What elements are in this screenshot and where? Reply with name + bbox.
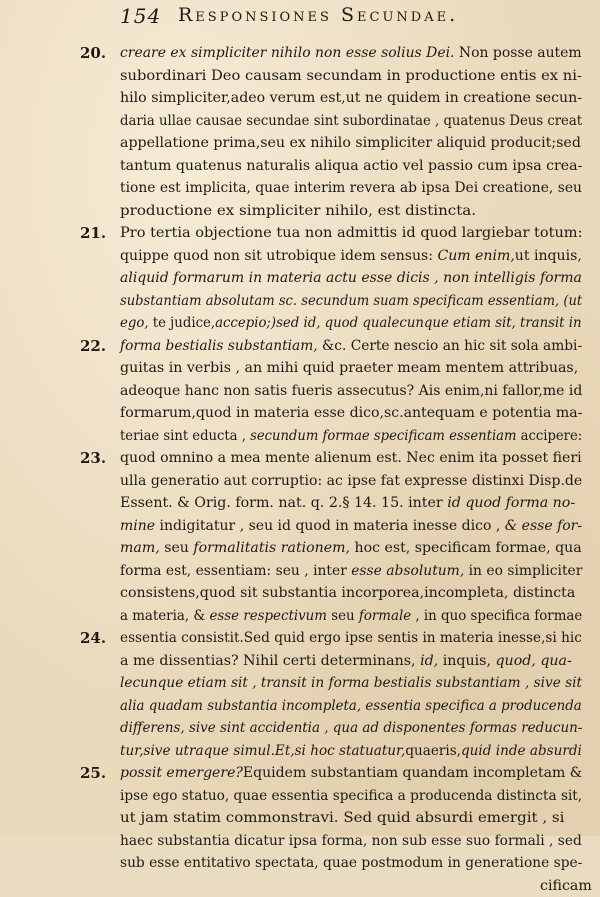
text-segment: &c. Certe nescio an hic sit sola ambi-	[322, 337, 583, 354]
text-line	[120, 672, 582, 694]
text-line	[120, 335, 582, 357]
text-segment: sub esse entitativo spectata, quae postmodum in generatione spe-	[120, 855, 583, 871]
text-segment: Essent. & Orig. form. nat. q. 2.§ 14. 15. inter	[120, 495, 448, 511]
text-line	[120, 200, 476, 222]
text-segment: daria ullae causae secundae sint subordinatae , quatenus Deus creat	[120, 112, 583, 129]
text-line	[120, 717, 582, 739]
text-line	[120, 110, 582, 132]
text-line	[540, 875, 592, 897]
text-segment: , in quo specifica formae	[411, 607, 583, 624]
text-segment: productione ex simpliciter nihilo, est distincta.	[120, 202, 476, 219]
italic-text-segment: accepio;)sed id, quod qualecunque etiam sit, transit in	[215, 315, 582, 331]
italic-text-segment: mam,	[120, 540, 160, 556]
text-line	[120, 132, 581, 154]
text-line	[120, 695, 582, 717]
text-segment: quaeris,	[405, 742, 461, 759]
text-segment: adeoque hanc non satis fueris assecutus? Ais enim,ni fallor,me id	[120, 382, 583, 399]
text-line	[120, 852, 582, 874]
text-segment: seu	[326, 607, 359, 624]
text-segment: formarum,quod in materia esse dico,sc.antequam e potentia ma-	[120, 405, 583, 421]
italic-text-segment: esse absolutum,	[351, 562, 465, 579]
text-line	[120, 155, 582, 177]
paragraph-number: 23.	[80, 449, 107, 467]
italic-text-segment: id quod forma no-	[447, 495, 576, 511]
italic-text-segment: secundum formae specificam essentiam	[250, 427, 517, 444]
text-line	[120, 65, 582, 87]
italic-text-segment: creare ex simpliciter nihilo non esse solius Dei.	[120, 45, 455, 61]
paragraph-number: 25.	[80, 764, 107, 782]
text-segment: Non posse autem	[454, 45, 582, 61]
text-segment: te judice,	[152, 315, 216, 331]
text-line	[120, 537, 582, 559]
text-segment: in eo simpliciter	[464, 562, 583, 579]
text-line	[120, 42, 582, 64]
text-segment: inquis,	[438, 652, 496, 669]
text-segment: teriae sint educta ,	[120, 427, 251, 444]
text-segment: a me dissentias? Nihil certi determinans,	[120, 652, 421, 669]
text-segment: Equidem substantiam quandam incompletam &	[242, 765, 583, 781]
text-segment: consistens,quod sit substantia incorporea,incompleta, distincta	[120, 585, 576, 601]
text-segment: quod omnino a mea mente alienum est. Nec enim ita posset fieri	[120, 450, 582, 466]
text-line	[120, 515, 582, 537]
italic-text-segment: mine	[120, 517, 156, 534]
running-head: Responsiones Secundae.	[178, 4, 459, 26]
italic-text-segment: tur,sive utraque simul.Et,si hoc statuatur,	[120, 742, 406, 759]
text-line	[120, 740, 582, 762]
text-segment: forma est, essentiam: seu , inter	[120, 562, 352, 579]
text-segment: Pro tertia objectione tua non admittis id quod largiebar totum:	[120, 225, 583, 241]
text-line	[120, 492, 575, 514]
text-segment: indigitatur , seu id quod in materia inesse dico ,	[155, 517, 505, 534]
paragraph-number: 21.	[80, 224, 107, 242]
text-segment: haec substantia dicatur ipsa forma, non sub esse suo formali , sed	[120, 832, 582, 849]
text-line	[120, 267, 582, 289]
page-header	[120, 0, 590, 30]
italic-text-segment: formale	[358, 607, 412, 624]
italic-text-segment: & esse for-	[504, 517, 583, 534]
text-segment: ipse ego statuo, quae essentia specifica a producenda distincta sit,	[120, 787, 583, 804]
text-line	[120, 447, 582, 469]
text-line	[120, 605, 582, 627]
text-line	[120, 650, 572, 672]
text-line	[120, 762, 582, 784]
text-segment: tantum quatenus naturalis aliqua actio vel passio cum ipsa crea-	[120, 157, 583, 174]
text-line	[120, 830, 582, 852]
text-segment: a materia, &	[120, 607, 210, 624]
text-line	[120, 290, 582, 312]
text-line	[120, 582, 575, 604]
text-line	[120, 87, 582, 109]
paragraph-number: 20.	[80, 44, 107, 62]
text-segment: cificam	[540, 877, 592, 894]
text-line	[120, 357, 578, 379]
italic-text-segment: ego,	[120, 315, 153, 331]
text-line	[120, 807, 564, 829]
paragraph-number: 22.	[80, 336, 107, 355]
text-segment: hilo simpliciter,adeo verum est,ut ne quidem in creatione secun-	[120, 90, 583, 106]
italic-text-segment: quod, qua-	[495, 652, 572, 669]
italic-text-segment: aliquid formarum in materia actu esse dicis , non intelligis forma	[120, 270, 582, 286]
italic-text-segment: formalitatis rationem,	[193, 540, 351, 556]
page-number: 154	[120, 4, 162, 28]
text-line	[120, 380, 582, 402]
text-segment: guitas in verbis , an mihi quid praeter meam mentem attribuas,	[120, 360, 579, 376]
italic-text-segment: forma bestialis substantiam,	[120, 337, 323, 354]
text-segment: hoc est, specificam formae, qua	[350, 540, 582, 556]
text-line	[120, 402, 582, 424]
italic-text-segment: substantiam absolutam sc. secundum suam specificam essentiam, (ut	[120, 292, 583, 309]
text-segment: essentia consistit.Sed quid ergo ipse sentis in materia inesse,si hic	[120, 630, 582, 646]
text-segment: accipere:	[516, 427, 583, 444]
text-segment: ut jam statim commonstravi. Sed quid absurdi emergit , si	[120, 810, 565, 826]
italic-text-segment: alia quadam substantia incompleta, essentia specifica a producenda	[120, 697, 582, 714]
text-line	[120, 560, 582, 582]
italic-text-segment: lecunque etiam sit , transit in forma bestialis substantiam , sive sit	[120, 675, 583, 691]
text-segment: quippe quod non sit utrobique idem sensus:	[120, 247, 438, 264]
text-line	[120, 425, 582, 447]
text-line	[120, 312, 582, 334]
italic-text-segment: differens, sive sint accidentia , qua ad disponentes formas reducun-	[120, 720, 583, 736]
text-line	[120, 222, 583, 244]
text-segment: subordinari Deo causam secundam in productione entis ex ni-	[120, 67, 582, 84]
paragraph-number: 24.	[80, 629, 107, 647]
text-line	[120, 627, 582, 649]
text-line	[120, 470, 582, 492]
text-segment: seu	[159, 540, 194, 556]
italic-text-segment: quid inde absurdi	[460, 742, 582, 759]
text-segment: tione est implicita, quae interim revera ab ipsa Dei creatione, seu	[120, 180, 582, 196]
text-line	[120, 785, 582, 807]
italic-text-segment: Cum enim,	[437, 247, 515, 264]
italic-text-segment: esse respectivum	[209, 607, 327, 624]
text-segment: ulla generatio aut corruptio: ac ipse fat expresse distinxi Disp.de	[120, 472, 583, 489]
italic-text-segment: possit emergere?	[120, 765, 243, 781]
text-segment: ut inquis,	[514, 247, 582, 264]
text-segment: appellatione prima,seu ex nihilo simpliciter aliquid producit;sed	[120, 135, 581, 151]
text-line	[120, 245, 582, 267]
text-line	[120, 177, 582, 199]
italic-text-segment: id,	[420, 652, 439, 669]
